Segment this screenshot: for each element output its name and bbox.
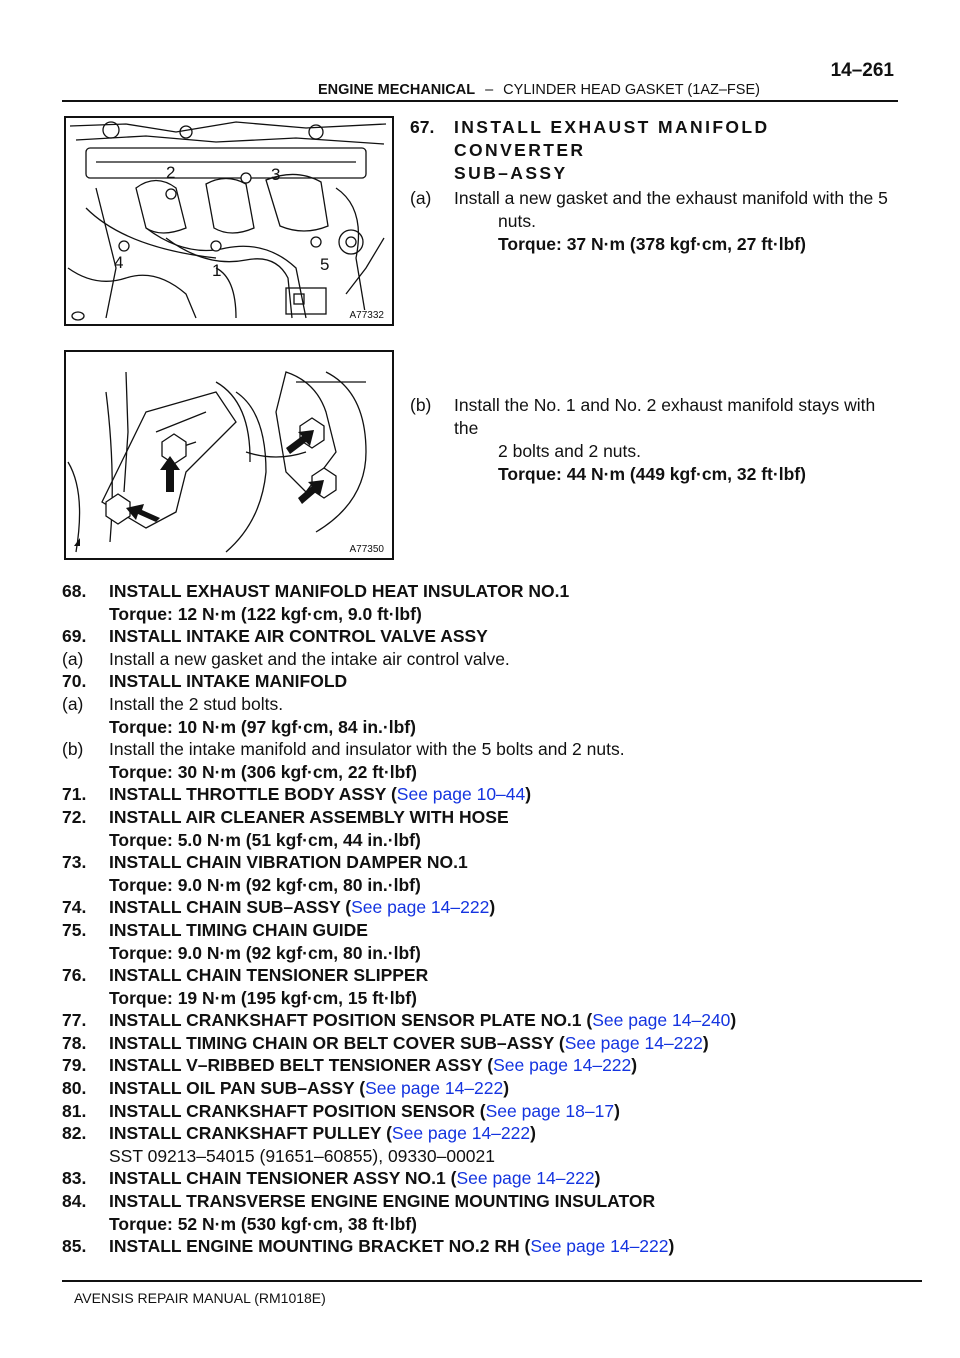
step-number: 82. [62,1123,87,1144]
header-section: ENGINE MECHANICAL [318,82,476,98]
step-67-title [410,116,900,162]
step-body [109,1077,509,1100]
step-body [109,829,421,852]
step-number [62,1145,109,1168]
step-number: 84. [62,1191,87,1212]
callout-3: 3 [271,165,281,184]
step-body [109,806,509,829]
step-number [62,987,109,1010]
step-number: 78. [62,1032,87,1053]
step-67-title-line2: SUB–ASSY [454,163,568,183]
step-number: (a) [62,648,84,669]
step-text: INSTALL TIMING CHAIN OR BELT COVER SUB–ASSY ( [109,1032,565,1053]
step-body [109,851,468,874]
callout-2: 2 [166,163,176,182]
step-number: 76. [62,965,87,986]
see-page-link[interactable]: See page 14–222 [365,1078,504,1099]
step-text: INSTALL CRANKSHAFT POSITION SENSOR PLATE NO.1 ( [109,1010,593,1031]
footer-text: AVENSIS REPAIR MANUAL (RM1018E) [74,1290,326,1306]
step-67a-line2: nuts. [498,211,536,231]
step-text: INSTALL CHAIN TENSIONER SLIPPER [109,965,429,986]
step-number: 71. [62,784,87,805]
step-body [109,1100,620,1123]
procedure-line [62,1100,922,1123]
procedure-line [62,1054,922,1077]
see-page-link[interactable]: See page 18–17 [485,1100,615,1121]
procedure-line [62,1032,922,1055]
step-number: 79. [62,1055,87,1076]
procedure-line [62,964,922,987]
see-page-link[interactable]: See page 14–222 [564,1032,703,1053]
footer-rule [62,1280,922,1282]
closing-paren: ) [668,1236,675,1257]
closing-paren: ) [489,897,496,918]
step-67b-torque: Torque: 44 N·m (449 kgf·cm, 32 ft·lbf) [498,464,806,484]
procedure-line [62,1077,922,1100]
step-body [109,1145,495,1168]
step-number [62,829,109,852]
closing-paren: ) [614,1100,620,1121]
step-number [62,716,109,739]
see-page-link[interactable]: See page 14–240 [592,1010,731,1031]
step-number: 80. [62,1078,87,1099]
step-67b-line2: 2 bolts and 2 nuts. [498,441,642,461]
procedure-line [62,1145,922,1168]
step-text: INSTALL CHAIN SUB–ASSY ( [109,897,352,918]
see-page-link[interactable]: See page 14–222 [456,1168,595,1189]
step-text: Torque: 10 N·m (97 kgf·cm, 84 in.·lbf) [109,716,416,737]
step-text: Torque: 19 N·m (195 kgf·cm, 15 ft·lbf) [109,987,417,1008]
callout-4: 4 [114,253,124,272]
procedure-line [62,1122,922,1145]
procedure-line [62,1235,922,1258]
step-body [109,738,625,761]
step-body [109,716,416,739]
step-body [109,874,421,897]
header-separator: – [485,82,494,98]
step-body [109,648,510,671]
procedure-line [62,625,922,648]
step-number: 72. [62,806,87,827]
step-number [62,603,109,626]
see-page-link[interactable]: See page 14–222 [351,897,490,918]
procedure-line [62,806,922,829]
step-text: INSTALL OIL PAN SUB–ASSY ( [109,1078,366,1099]
procedure-line [62,942,922,965]
figure-1-id: A77332 [349,310,384,321]
procedure-line [62,851,922,874]
see-page-link[interactable]: See page 14–222 [391,1123,531,1144]
procedure-line [62,1190,922,1213]
step-text: INSTALL TRANSVERSE ENGINE ENGINE MOUNTING INSULATOR [109,1191,656,1212]
step-number: 75. [62,919,87,940]
step-67 [410,116,900,486]
step-body [109,919,368,942]
step-text: INSTALL TIMING CHAIN GUIDE [109,919,368,940]
step-body [109,693,283,716]
step-text: INSTALL AIR CLEANER ASSEMBLY WITH HOSE [109,806,509,827]
procedure-line [62,738,922,761]
step-text: Torque: 12 N·m (122 kgf·cm, 9.0 ft·lbf) [109,603,422,624]
closing-paren: ) [525,784,532,805]
closing-paren: ) [530,1123,536,1144]
step-body [109,964,428,987]
step-body [109,1122,536,1145]
procedure-line [62,648,922,671]
procedure-line [62,919,922,942]
procedure-line [62,603,922,626]
procedure-line [62,761,922,784]
see-page-link[interactable]: See page 14–222 [530,1236,669,1257]
step-text: INSTALL V–RIBBED BELT TENSIONER ASSY ( [109,1055,494,1076]
step-text: INSTALL CHAIN VIBRATION DAMPER NO.1 [109,852,468,873]
step-body [109,987,417,1010]
step-body [109,670,347,693]
step-text: Torque: 9.0 N·m (92 kgf·cm, 80 in.·lbf) [109,942,421,963]
step-body [109,1009,736,1032]
step-body [109,1213,417,1236]
step-text: SST 09213–54015 (91651–60855), 09330–00021 [109,1145,495,1166]
step-body [109,1032,709,1055]
step-body [109,580,569,603]
step-text: INSTALL EXHAUST MANIFOLD HEAT INSULATOR NO.1 [109,581,570,601]
step-text: Install the 2 stud bolts. [109,693,284,714]
procedure-line [62,1009,922,1032]
figure-2-id: A77350 [349,544,384,555]
manifold-stays-drawing [66,352,392,558]
step-67-title-line1: INSTALL EXHAUST MANIFOLD CONVERTER [454,117,770,160]
step-text: Torque: 52 N·m (530 kgf·cm, 38 ft·lbf) [109,1213,417,1234]
step-67a-torque: Torque: 37 N·m (378 kgf·cm, 27 ft·lbf) [498,234,806,254]
closing-paren: ) [730,1010,737,1031]
exhaust-manifold-figure [64,116,394,326]
step-text: Torque: 5.0 N·m (51 kgf·cm, 44 in.·lbf) [109,829,421,850]
step-number: 68. [62,581,87,601]
procedure-line [62,693,922,716]
step-text: INSTALL CRANKSHAFT PULLEY ( [109,1123,392,1144]
step-text: INSTALL ENGINE MOUNTING BRACKET NO.2 RH ( [109,1236,531,1257]
step-text: INSTALL CHAIN TENSIONER ASSY NO.1 ( [109,1168,457,1189]
step-text: Torque: 30 N·m (306 kgf·cm, 22 ft·lbf) [109,761,417,782]
step-number [62,761,109,784]
closing-paren: ) [503,1078,510,1099]
callout-5: 5 [320,255,330,274]
step-number [62,874,109,897]
closing-paren: ) [702,1032,709,1053]
step-body [109,1054,637,1077]
step-text: INSTALL CRANKSHAFT POSITION SENSOR ( [109,1100,486,1121]
step-67a-label: (a) [410,188,432,208]
step-body [109,761,417,784]
step-67a [410,187,900,210]
step-number [62,1213,109,1236]
step-number: 73. [62,852,87,873]
procedure-line [62,670,922,693]
header-subsection: CYLINDER HEAD GASKET (1AZ–FSE) [503,82,760,98]
step-text: Install the intake manifold and insulator with the 5 bolts and 2 nuts. [109,739,625,760]
step-67a-line1: Install a new gasket and the exhaust manifold with the 5 [454,188,888,208]
manifold-stays-figure [64,350,394,560]
see-page-link[interactable]: See page 14–222 [493,1055,632,1076]
step-body [109,896,495,919]
closing-paren: ) [594,1168,601,1189]
step-text: INSTALL THROTTLE BODY ASSY ( [109,784,397,805]
procedure-line [62,874,922,897]
step-number: (a) [62,693,84,714]
step-text: Install a new gasket and the intake air control valve. [109,648,510,669]
see-page-link[interactable]: See page 10–44 [396,784,526,805]
closing-paren: ) [631,1055,638,1076]
procedure-line [62,896,922,919]
procedure-list [62,580,922,1258]
step-number: 77. [62,1010,87,1031]
header-title [318,82,760,98]
step-number: 69. [62,626,87,647]
procedure-line [62,1213,922,1236]
step-body [109,783,531,806]
step-number: 85. [62,1236,87,1257]
procedure-line [62,783,922,806]
procedure-line [62,829,922,852]
header-rule [62,100,898,102]
step-body [109,1167,600,1190]
step-body [109,603,422,626]
step-text: INSTALL INTAKE AIR CONTROL VALVE ASSY [109,626,488,647]
step-body [109,1190,655,1213]
page-number: 14–261 [830,60,894,81]
step-67b [410,394,900,440]
step-number: 70. [62,671,87,692]
procedure-line [62,580,922,603]
step-number: (b) [62,739,84,760]
step-number [62,942,109,965]
exhaust-manifold-drawing [66,118,392,324]
page-header [62,60,898,102]
step-text: Torque: 9.0 N·m (92 kgf·cm, 80 in.·lbf) [109,874,421,895]
callout-1: 1 [212,261,222,280]
step-body [109,1235,674,1258]
step-number: 83. [62,1168,87,1189]
step-67b-line1: Install the No. 1 and No. 2 exhaust manifold stays with the [454,395,876,438]
step-67b-label: (b) [410,395,432,415]
step-number: 74. [62,897,87,918]
step-67-number: 67. [410,117,435,137]
step-body [109,625,488,648]
step-text: INSTALL INTAKE MANIFOLD [109,671,348,692]
procedure-line [62,987,922,1010]
procedure-line [62,1167,922,1190]
procedure-line [62,716,922,739]
step-number: 81. [62,1100,87,1121]
step-body [109,942,421,965]
